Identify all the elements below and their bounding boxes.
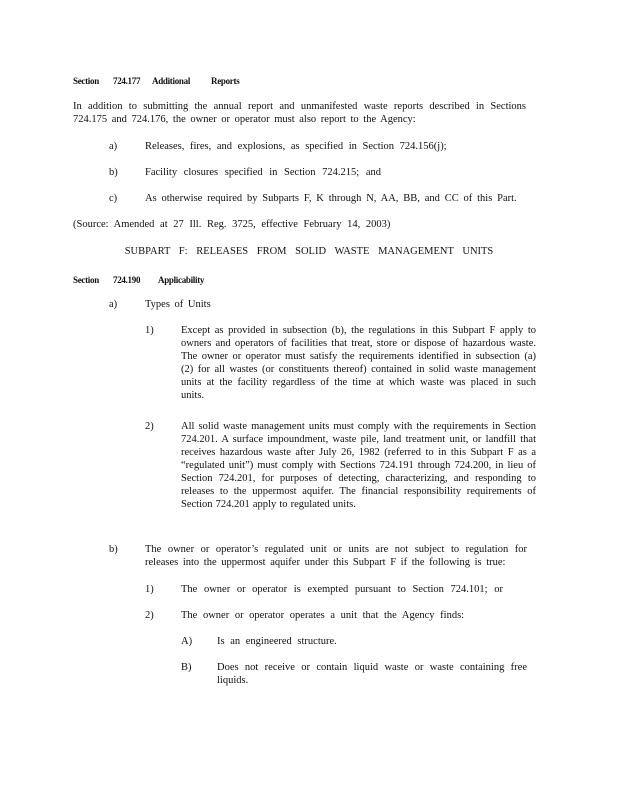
item-c-text: As otherwise required by Subparts F, K through N, AA, BB, and CC of this Part. <box>145 193 517 204</box>
section-title-word-1: Additional <box>152 76 191 86</box>
section-title-word-2: Reports <box>211 76 240 86</box>
item-c-mark: c) <box>109 193 118 204</box>
section-number: 724.177 <box>113 76 141 86</box>
section-title: Applicability <box>158 275 205 285</box>
paragraph-a1-mark: 1) <box>145 325 154 336</box>
item-b-text: Facility closures specified in Section 724.215; and <box>145 167 381 178</box>
subsection-b-text: The owner or operator’s regulated unit or units are not subject to regulation for releases into the uppermost aquifer under this Subpart F if the following is true: <box>145 544 527 568</box>
clause-b2A-mark: A) <box>181 636 193 647</box>
clause-b2B-mark: B) <box>181 662 192 673</box>
clause-b2A-text: Is an engineered structure. <box>217 636 337 647</box>
source-note: (Source: Amended at 27 Ill. Reg. 3725, effective February 14, 2003) <box>73 219 391 230</box>
paragraph-b2-mark: 2) <box>145 610 154 621</box>
item-a-mark: a) <box>109 141 118 152</box>
paragraph-a2-text: All solid waste management units must comply with the requirements in Section 724.201. A surface impoundment, waste pile, land treatment unit, or landfill that receives hazardous waste after July 26, 1982 (referred to in this Subpart F as a “regulated unit”) must comply with Sections 724.191 through 724.200, in lieu of Section 724.201, for purposes of detecting, characterizing, and responding to releases to the uppermost aquifer. The financial responsibility requirements of Section 724.201 apply to regulated units. <box>181 421 536 510</box>
subpart-heading: SUBPART F: RELEASES FROM SOLID WASTE MANAGEMENT UNITS <box>124 246 494 257</box>
intro-paragraph: In addition to submitting the annual report and unmanifested waste reports described in Sections 724.175 and 724.176, the owner or operator must also report to the Agency: <box>73 101 526 125</box>
item-a-text: Releases, fires, and explosions, as specified in Section 724.156(j); <box>145 141 447 152</box>
subsection-a-mark: a) <box>109 299 118 310</box>
paragraph-b2-text: The owner or operator operates a unit that the Agency finds: <box>181 610 465 621</box>
section-number: 724.190 <box>113 275 141 285</box>
section-heading-724-177 <box>0 75 618 87</box>
subsection-b-mark: b) <box>109 544 118 555</box>
paragraph-b1-text: The owner or operator is exempted pursuant to Section 724.101; or <box>181 584 503 595</box>
paragraph-a1-text: Except as provided in subsection (b), the regulations in this Subpart F apply to owners and operators of facilities that treat, store or dispose of hazardous waste. The owner or operator must satisfy the requirements identified in subsection (a)(2) for all wastes (or constituents thereof) contained in solid waste management units at the facility regardless of the time at which waste was placed in such units. <box>181 325 536 401</box>
item-b-mark: b) <box>109 167 118 178</box>
section-label: Section <box>73 76 99 86</box>
section-label: Section <box>73 275 99 285</box>
subsection-a-heading: Types of Units <box>145 299 211 310</box>
clause-b2B-text: Does not receive or contain liquid waste or waste containing free liquids. <box>217 662 527 686</box>
section-heading-724-190 <box>0 274 618 286</box>
paragraph-a2-mark: 2) <box>145 421 154 432</box>
paragraph-b1-mark: 1) <box>145 584 154 595</box>
